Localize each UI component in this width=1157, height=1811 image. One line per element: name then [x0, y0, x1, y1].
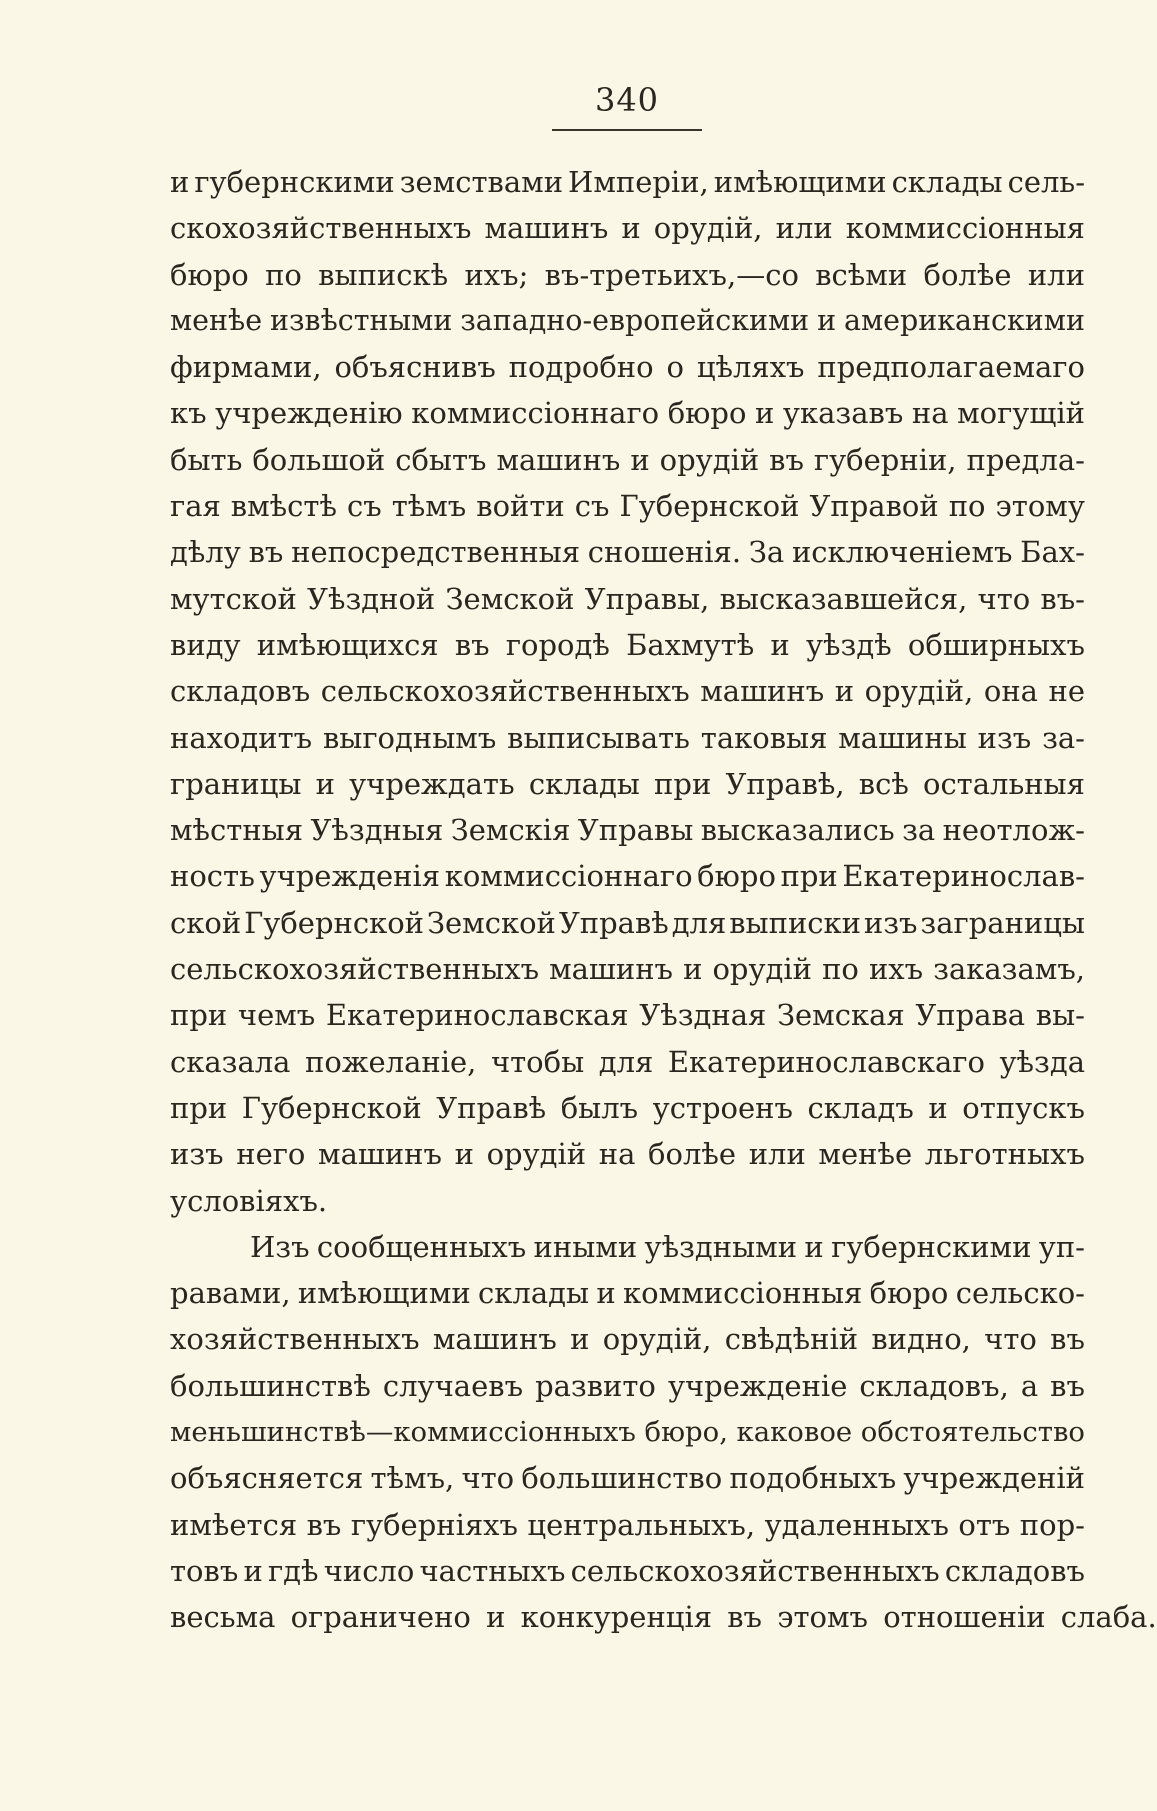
text-line: равами, имѣющими склады и коммиссіонныя бюро сельско-	[170, 1276, 1085, 1311]
text-line: имѣется въ губерніяхъ центральныхъ, удаленныхъ отъ пор-	[170, 1507, 1085, 1542]
text-line: объясняется тѣмъ, что большинство подобныхъ учрежденій	[170, 1461, 1085, 1496]
text-line: менѣе извѣстными западно-европейскими и американскими	[170, 303, 1085, 337]
body-text	[170, 159, 1157, 1641]
paragraph	[170, 1224, 1157, 1641]
text-line: быть большой сбытъ машинъ и орудій въ губерніи, предла-	[170, 442, 1085, 477]
text-line: условіяхъ.	[170, 1183, 328, 1218]
text-line: мутской Уѣздной Земской Управы, высказавшейся, что въ-	[170, 581, 1085, 616]
text-line: сказала пожеланіе, чтобы для Екатеринославскаго уѣзда	[170, 1044, 1085, 1079]
text-line: весьма ограничено и конкуренція въ этомъ отношеніи слаба.	[170, 1600, 1157, 1635]
text-line: дѣлу въ непосредственныя сношенія. За исключеніемъ Бах-	[170, 535, 1085, 570]
text-line: товъ и гдѣ число частныхъ сельскохозяйственныхъ складовъ	[170, 1553, 1085, 1588]
text-line: находитъ выгоднымъ выписывать таковыя машины изъ за-	[170, 720, 1085, 755]
text-line: изъ него машинъ и орудій на болѣе или менѣе льготныхъ	[170, 1137, 1085, 1172]
text-line: ской Губернской Земской Управѣ для выписки изъ заграницы	[170, 905, 1085, 940]
text-line: фирмами, объяснивъ подробно о цѣляхъ предполагаемаго	[170, 350, 1085, 385]
text-line: скохозяйственныхъ машинъ и орудій, или коммиссіонныя	[170, 211, 1085, 246]
text-line: бюро по выпискѣ ихъ; въ-третьихъ,—со всѣми болѣе или	[170, 257, 1085, 292]
text-line: складовъ сельскохозяйственныхъ машинъ и орудій, она не	[170, 674, 1085, 709]
text-line: мѣстныя Уѣздныя Земскія Управы высказались за неотлож-	[170, 813, 1085, 848]
text-line: хозяйственныхъ машинъ и орудій, свѣдѣній видно, что въ	[170, 1322, 1085, 1357]
text-line: при чемъ Екатеринославская Уѣздная Земская Управа вы-	[170, 998, 1085, 1033]
text-line: сельскохозяйственныхъ машинъ и орудій по ихъ заказамъ,	[170, 952, 1085, 987]
text-line: меньшинствѣ—коммиссіонныхъ бюро, каковое обстоятельство	[170, 1416, 1085, 1449]
page-number: 340	[594, 81, 660, 119]
text-line: Изъ сообщенныхъ иными уѣздными и губернскими уп-	[250, 1229, 1085, 1264]
text-line: при Губернской Управѣ былъ устроенъ складъ и отпускъ	[170, 1090, 1085, 1125]
paragraph	[170, 159, 1085, 1224]
text-line: къ учрежденію коммиссіоннаго бюро и указавъ на могущій	[170, 396, 1085, 431]
text-line: большинствѣ случаевъ развито учрежденіе складовъ, а въ	[170, 1368, 1085, 1403]
text-line: и губернскими земствами Имперіи, имѣющими склады сель-	[170, 165, 1085, 199]
header-rule	[552, 129, 702, 131]
text-line: ность учрежденія коммиссіоннаго бюро при Екатеринослав-	[170, 859, 1085, 894]
text-line: гая вмѣстѣ съ тѣмъ войти съ Губернской Управой по этому	[170, 489, 1085, 524]
text-line: виду имѣющихся въ городѣ Бахмутѣ и уѣздѣ обширныхъ	[170, 627, 1085, 662]
text-line: границы и учреждать склады при Управѣ, всѣ остальныя	[170, 766, 1085, 801]
